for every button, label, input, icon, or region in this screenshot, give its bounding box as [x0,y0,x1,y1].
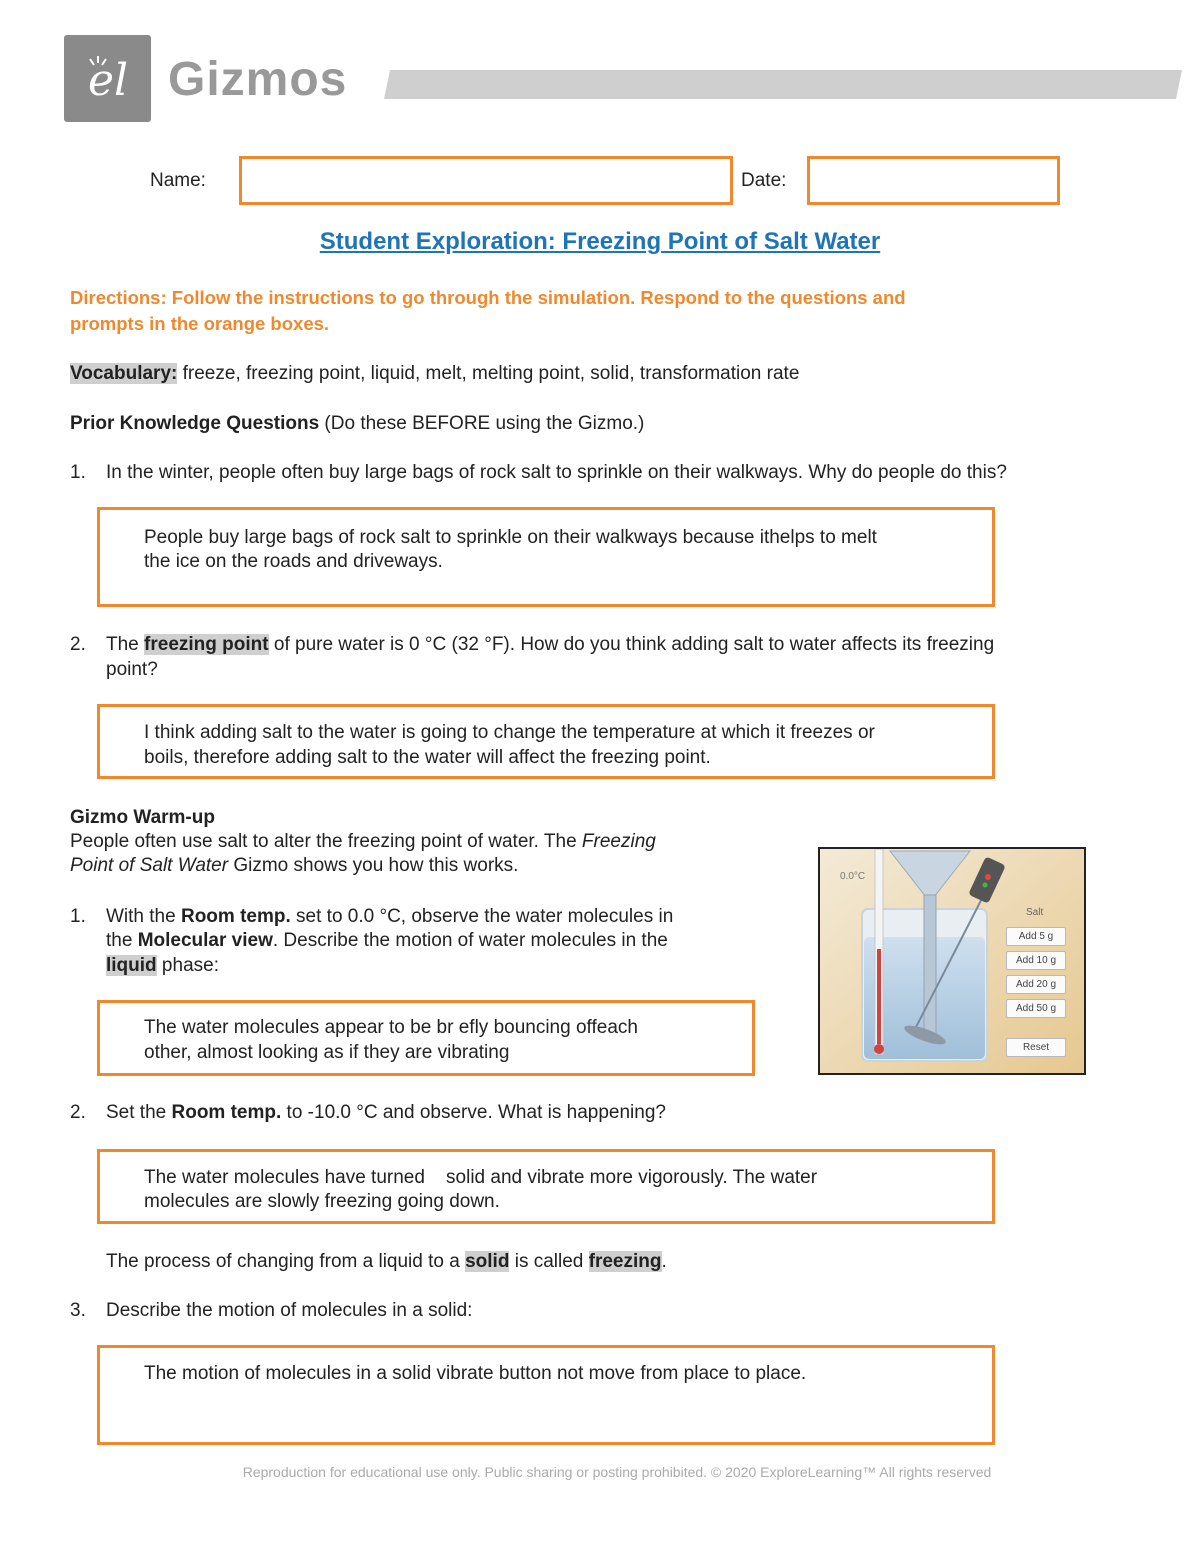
statement-text: is called [509,1251,589,1272]
name-field[interactable] [239,156,733,205]
add-20g-button: Add 20 g [1006,975,1066,994]
statement-text: . [661,1251,667,1272]
answer-line: People buy large bags of rock salt to sprinkle on their walkways because ithelps to melt [144,527,877,548]
term-room-temp: Room temp. [171,1102,282,1123]
question-text: . Describe the motion of water molecules in the [272,930,668,951]
directions [70,285,1130,337]
term-freezing: freezing [588,1251,662,1272]
warmup-intro-line-2 [70,853,518,878]
svg-text:el: el [87,55,129,106]
add-10g-button: Add 10 g [1006,951,1066,970]
question-number: 1. [70,906,86,927]
term-freezing-point: freezing point [144,634,269,655]
name-label: Name: [150,170,206,191]
question-text: the [106,930,138,951]
vocabulary [70,361,799,386]
warmup-question-2 [70,1100,666,1125]
answer-line: other, almost looking as if they are vibrating [144,1042,510,1063]
answer-line: The water molecules have turned solid and vibrate more vigorously. The water [144,1167,818,1188]
vocabulary-label: Vocabulary: [70,363,178,384]
header-divider-bar [384,70,1182,99]
intro-gizmo-name: Point of Salt Water [70,855,229,876]
question-number: 2. [70,634,86,655]
add-50g-button: Add 50 g [1006,999,1066,1018]
prior-question-1 [70,460,1007,485]
explorelearning-logo-icon [64,35,151,122]
warmup-question-3 [70,1298,472,1323]
term-molecular-view: Molecular view [137,930,273,951]
question-number: 2. [70,1102,86,1123]
question-text: Set the [106,1102,172,1123]
prior-heading-text: Prior Knowledge Questions [70,413,320,434]
warmup-question-1-line-2 [106,928,668,953]
question-text-line-2: point? [106,659,158,680]
date-field[interactable] [807,156,1060,205]
answer-box-warmup-1[interactable] [97,1000,755,1076]
question-text: The [106,634,145,655]
answer-line: the ice on the roads and driveways. [144,551,443,572]
warmup-question-1 [70,904,673,929]
add-5g-button: Add 5 g [1006,927,1066,946]
directions-line-1: Directions: Follow the instructions to go through the simulation. Respond to the questions and [70,287,906,308]
vocabulary-terms: freeze, freezing point, liquid, melt, melting point, solid, transformation rate [177,363,800,384]
reset-button: Reset [1006,1038,1066,1057]
term-liquid: liquid [106,955,157,976]
question-number: 3. [70,1300,86,1321]
answer-line: molecules are slowly freezing going down. [144,1191,500,1212]
warmup-question-1-line-3 [106,953,219,978]
answer-line: The water molecules appear to be br efly bouncing offeach [144,1017,638,1038]
answer-box-prior-1[interactable] [97,507,995,607]
gizmos-logo [64,35,151,122]
answer-line: The motion of molecules in a solid vibrate button not move from place to place. [144,1363,807,1384]
answer-box-warmup-2[interactable] [97,1149,995,1224]
process-statement [106,1249,667,1274]
brand-name: Gizmos [168,53,348,106]
question-text: phase: [156,955,219,976]
answer-line: boils, therefore adding salt to the water will affect the freezing point. [144,747,711,768]
page-title: Student Exploration: Freezing Point of Salt Water [319,228,881,255]
question-number: 1. [70,462,86,483]
question-text: to -10.0 °C and observe. What is happening? [281,1102,666,1123]
term-solid: solid [465,1251,510,1272]
answer-line: I think adding salt to the water is going to change the temperature at which it freezes or [144,722,875,743]
term-room-temp: Room temp. [180,906,291,927]
warmup-heading: Gizmo Warm-up [70,807,215,828]
question-text: With the [106,906,181,927]
footer-copyright: Reproduction for educational use only. Public sharing or posting prohibited. © 2020 ExploreLearning™ All rights reserved [242,1464,992,1480]
statement-text: The process of changing from a liquid to a [106,1251,466,1272]
intro-text: Gizmo shows you how this works. [228,855,519,876]
prior-note: (Do these BEFORE using the Gizmo.) [319,413,645,434]
prior-question-2 [70,632,994,657]
directions-line-2: prompts in the orange boxes. [70,313,330,334]
question-text: Describe the motion of molecules in a solid: [106,1300,473,1321]
intro-text: People often use salt to alter the freezing point of water. The [70,831,582,852]
question-text: In the winter, people often buy large bags of rock salt to sprinkle on their walkways. Why do people do this? [106,462,1007,483]
answer-box-warmup-3[interactable] [97,1345,995,1445]
salt-label: Salt [1026,907,1044,918]
intro-gizmo-name: Freezing [581,831,656,852]
answer-box-prior-2[interactable] [97,704,995,779]
prior-knowledge-heading [70,411,644,436]
temperature-readout: 0.0°C [840,871,866,882]
question-text: set to 0.0 °C, observe the water molecules in [290,906,674,927]
warmup-intro-line-1 [70,829,656,854]
date-label: Date: [741,170,787,191]
question-text: of pure water is 0 °C (32 °F). How do you think adding salt to water affects its freezing [268,634,995,655]
gizmo-screenshot [818,847,1086,1075]
